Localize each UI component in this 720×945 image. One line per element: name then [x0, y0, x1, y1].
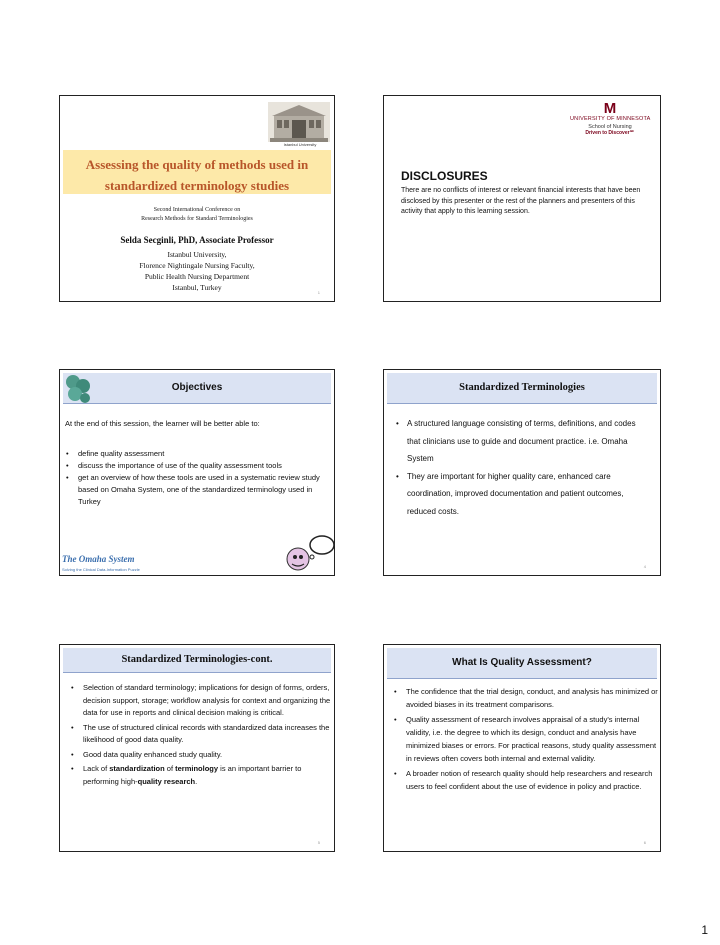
slide-title: Standardized Terminologies-cont.: [63, 648, 331, 673]
affiliation: [60, 249, 334, 293]
list-item: • The use of structured clinical records with standardized data increases the likelihood of good data quality.: [71, 722, 330, 744]
slide-2: [383, 95, 661, 302]
logo-university: UNIVERSITY OF MINNESOTA: [570, 116, 651, 122]
quality-assessment-list: [393, 685, 658, 795]
bullet: •: [71, 749, 74, 759]
list-item: • Selection of standard terminology; implications for design of forms, orders, decision support, storage; workflow analysis for context and organizing the data for use in reports and clinical decision making is critical.: [71, 683, 331, 717]
list-item: • discuss the importance of use of the quality assessment tools: [66, 461, 282, 470]
minnesota-m-logo: M: [603, 100, 617, 117]
conference-name: [60, 206, 334, 224]
conference-line-2: Research Methods for Standard Terminologies: [141, 216, 253, 222]
slide-title: What Is Quality Assessment?: [387, 648, 657, 679]
title-line-2: standardized terminology studies: [104, 178, 290, 193]
slide-5: [59, 644, 335, 852]
bullet: •: [71, 683, 74, 692]
university-caption: Istanbul University: [283, 142, 317, 147]
bullet: •: [394, 715, 397, 724]
conference-line-1: Second International Conference on: [153, 207, 241, 213]
affiliation-line: Public Health Nursing Department: [144, 272, 250, 281]
affiliation-line: Istanbul University,: [167, 250, 227, 259]
terminology-cont-list: [70, 682, 332, 790]
list-item: • They are important for higher quality care, enhanced care coordination, improved documentation and patient outcomes, reduced costs.: [395, 468, 650, 521]
list-item: • Good data quality enhanced study quality.: [70, 749, 332, 762]
omaha-system-tagline: Solving the Clinical Data-Information Puzzle: [62, 567, 140, 572]
bullet: •: [396, 419, 399, 428]
bullet: •: [66, 473, 69, 482]
bullet: •: [394, 687, 397, 696]
bullet: •: [66, 461, 69, 470]
university-building-image: [268, 102, 330, 142]
slide-3: [59, 369, 335, 576]
slide-6: [383, 644, 661, 852]
logo-school: School of Nursing: [588, 124, 632, 130]
bullet: •: [394, 769, 397, 778]
slide-number: 1: [317, 290, 320, 295]
slide-number: 4: [643, 564, 646, 569]
slide-1: [59, 95, 335, 302]
slide-title: [63, 154, 331, 196]
terminology-list: [395, 415, 650, 520]
list-item: • define quality assessment: [66, 449, 165, 458]
list-item: • A broader notion of research quality should help researchers and research users to feel confident about the use of evidence in policy and practice.: [394, 769, 653, 791]
list-item: • get an overview of how these tools are used in a systematic review study based on Omaha System, one of the standardized terminology used in Turkey: [66, 473, 320, 506]
bullet: •: [396, 471, 399, 481]
slide-number: 5: [317, 840, 320, 845]
objectives-list: [65, 448, 327, 508]
logo-tagline: Driven to Discover℠: [585, 130, 635, 136]
list-item: • Quality assessment of research involves appraisal of a study's internal validity, i.e. the degree to which its design, conduct and analysis have minimized biases or errors. For practical reasons, study quality assessment in reviews often covers both internal and external validity.: [394, 715, 657, 763]
affiliation-line: Florence Nightingale Nursing Faculty,: [139, 261, 255, 270]
title-line-1: Assessing the quality of methods used in: [85, 157, 309, 172]
list-item: • Lack of standardization of terminology is an important barrier to performing high-quality research.: [71, 764, 302, 786]
page-number: 1: [701, 923, 708, 937]
puzzle-leaf-icon: [63, 372, 93, 406]
thinking-figure-icon: [282, 533, 335, 575]
slide-number: 6: [643, 840, 646, 845]
bullet: •: [66, 449, 69, 458]
slide-title: DISCLOSURES: [401, 169, 488, 183]
bullet: •: [71, 764, 74, 773]
university-of-minnesota-logo: [570, 102, 650, 136]
affiliation-line: Istanbul, Turkey: [172, 283, 222, 292]
list-item: • The confidence that the trial design, conduct, and analysis has minimized or avoided biases in its treatment comparisons.: [394, 687, 658, 709]
slide-title: Objectives: [63, 373, 331, 404]
slide-title: Standardized Terminologies: [387, 373, 657, 404]
author-name: Selda Secginli, PhD, Associate Professor: [120, 235, 274, 245]
bullet: •: [71, 722, 74, 732]
list-item: • A structured language consisting of terms, definitions, and codes that clinicians use to guide and document practice. i.e. Omaha System: [395, 415, 650, 468]
slide-4: [383, 369, 661, 576]
disclosure-text: There are no conflicts of interest or relevant financial interests that have been disclosed by this presenter or the rest of the planners and presenters of this activity that apply to this learning session.: [401, 187, 641, 215]
omaha-system-logo: The Omaha System: [62, 554, 135, 564]
objectives-intro: At the end of this session, the learner will be better able to:: [65, 419, 260, 428]
